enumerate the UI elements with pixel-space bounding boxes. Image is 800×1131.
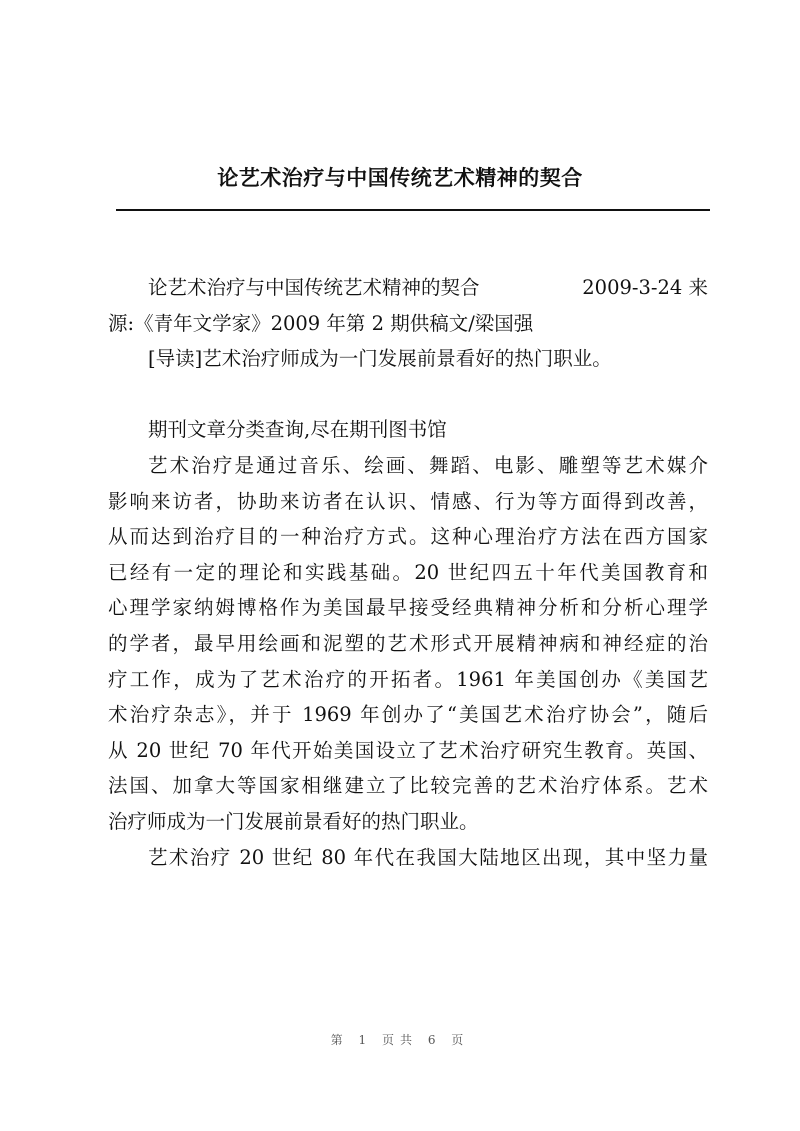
paragraph-line: 术治疗杂志》，并于 1969 年创办了“美国艺术治疗协会”，随后 [108, 703, 708, 727]
paragraph-line: 艺术治疗 20 世纪 80 年代在我国大陆地区出现，其中坚力量 [148, 845, 708, 869]
paragraph-1 [108, 448, 708, 840]
paragraph-line: 疗工作，成为了艺术治疗的开拓者。1961 年美国创办《美国艺 [108, 667, 708, 691]
paragraph-line: 影响来访者，协助来访者在认识、情感、行为等方面得到改善， [108, 489, 708, 513]
source-line-2: 源:《青年文学家》2009 年第 2 期供稿文/梁国强 [108, 311, 534, 335]
paragraph-line: 的学者，最早用绘画和泥塑的艺术形式开展精神病和神经症的治 [108, 631, 708, 655]
document-body [108, 270, 708, 875]
source-line-1 [108, 270, 708, 306]
paragraph-line: 从而达到治疗目的一种治疗方式。这种心理治疗方法在西方国家 [108, 525, 708, 549]
paragraph-line: 艺术治疗是通过音乐、绘画、舞蹈、电影、雕塑等艺术媒介 [148, 453, 708, 477]
footer-current-page: 1 [358, 1033, 373, 1047]
page-footer [0, 1031, 800, 1048]
footer-total-pages: 6 [427, 1033, 442, 1047]
spacer [108, 377, 708, 413]
document-title: 论艺术治疗与中国传统艺术精神的契合 [217, 165, 583, 190]
paragraph-line: 法国、加拿大等国家相继建立了比较完善的艺术治疗体系。艺术 [108, 774, 708, 798]
footer-suffix: 页 [451, 1033, 470, 1047]
source-date-text: 2009-3-24 来 [582, 276, 708, 299]
paragraph-line: 心理学家纳姆博格作为美国最早接受经典精神分析和分析心理学 [108, 596, 708, 620]
footer-mid: 页共 [381, 1033, 418, 1047]
paragraph-2 [108, 840, 708, 876]
title-divider [116, 209, 710, 211]
paragraph-line: 从 20 世纪 70 年代开始美国设立了艺术治疗研究生教育。英国、 [108, 738, 708, 762]
paragraph-line: 已经有一定的理论和实践基础。20 世纪四五十年代美国教育和 [108, 560, 708, 584]
notice-line: 期刊文章分类查询,尽在期刊图书馆 [148, 418, 447, 442]
paragraph-line: 治疗师成为一门发展前景看好的热门职业。 [108, 809, 479, 833]
intro-line: [导读]艺术治疗师成为一门发展前景看好的热门职业。 [148, 347, 612, 371]
source-title-text: 论艺术治疗与中国传统艺术精神的契合 [148, 276, 480, 299]
footer-prefix: 第 [330, 1033, 349, 1047]
